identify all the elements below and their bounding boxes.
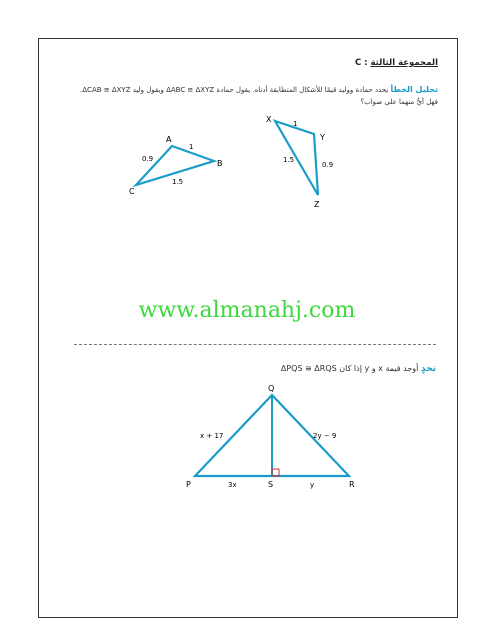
side-xz-label: 1.5 — [283, 156, 295, 164]
vertex-q-label: Q — [268, 384, 275, 393]
side-xy-label: 1 — [293, 120, 298, 128]
vertex-s-label: S — [268, 480, 274, 489]
group-label: المجموعة الثالثة — [370, 58, 438, 68]
vertex-b-label: B — [217, 159, 223, 168]
problem2-heading — [281, 364, 436, 374]
problem1-lead: تحليل الخطأ — [390, 85, 438, 94]
side-bc-label: 1.5 — [172, 178, 184, 186]
group-separator: : — [364, 58, 368, 68]
problem1-text: يحدد حمادة ووليد قيمًا للأشكال المتطابقة أدناه. يقول حمادة ΔABC ≅ ΔXYZ ويقول وليد ΔCAB ≅ ΔXYZ. فهل أيٌّ منهما على صواب؟ — [80, 86, 438, 106]
side-ca-label: 0.9 — [142, 155, 154, 163]
problem2-text: أوجد قيمة x و y إذا كان ΔPQS ≅ ΔRQS — [280, 364, 419, 373]
side-pq-label: x + 17 — [200, 432, 224, 440]
triangle-abc — [129, 135, 223, 196]
section-divider — [74, 344, 436, 345]
vertex-y-label: Y — [320, 133, 325, 142]
vertex-x-label: X — [266, 115, 272, 124]
side-qr-label: 2y − 9 — [313, 432, 337, 440]
group-letter: C — [354, 58, 362, 68]
vertex-p-label: P — [186, 480, 191, 489]
vertex-a-label: A — [166, 135, 172, 144]
triangle-xyz-shape — [275, 121, 318, 195]
vertex-z-label: Z — [314, 200, 320, 209]
segment-ps-label: 3x — [228, 481, 237, 489]
triangle-pqr — [186, 384, 355, 489]
vertex-c-label: C — [129, 187, 135, 196]
segment-sr-label: y — [310, 481, 315, 489]
side-ab-label: 1 — [189, 143, 194, 151]
vertex-r-label: R — [349, 480, 355, 489]
side-yz-label: 0.9 — [322, 161, 334, 169]
watermark-link[interactable]: www.almanahj.com — [138, 298, 356, 323]
problem2-lead: تحدٍ — [420, 364, 436, 374]
triangle-xyz — [266, 115, 333, 209]
